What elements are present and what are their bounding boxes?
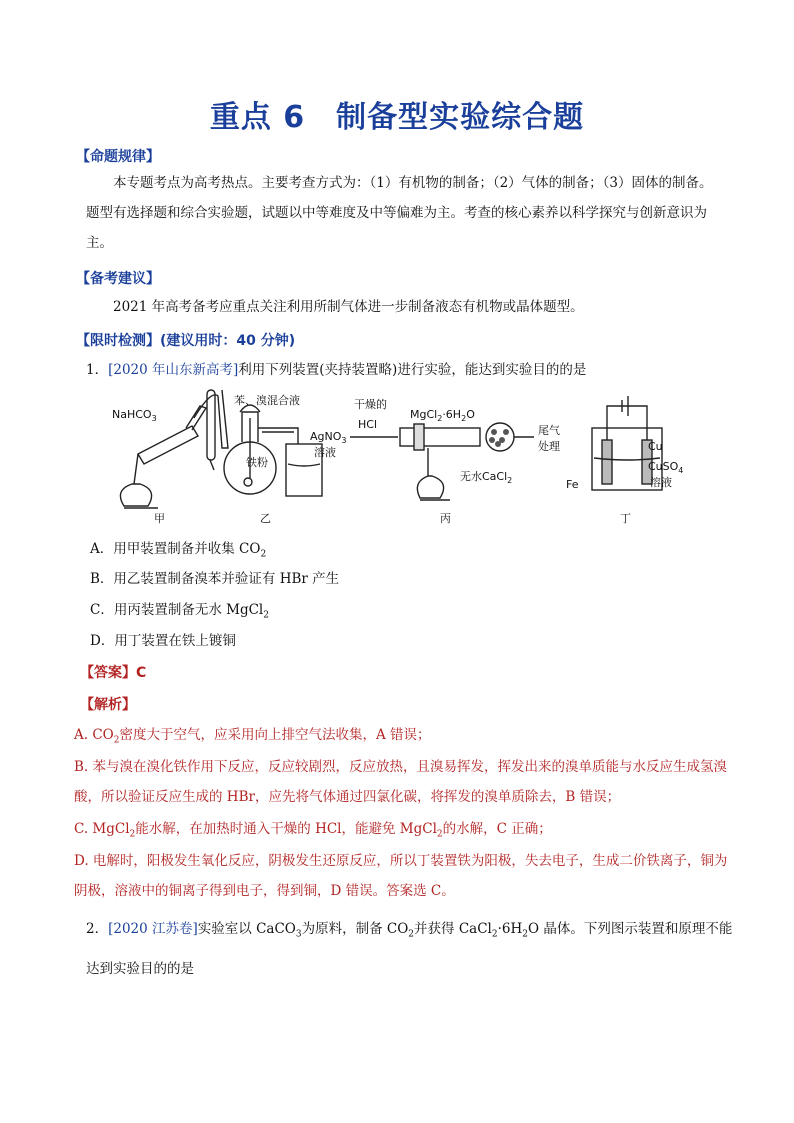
option-c: C．用丙装置制备无水 MgCl$_2$ bbox=[90, 602, 269, 621]
analysis-a: A. $CO_2$密度大于空气，应采用向上排空气法收集，A 错误； bbox=[74, 727, 431, 746]
option-b: B．用乙装置制备溴苯并验证有 HBr 产生 bbox=[90, 571, 340, 587]
advice-heading: 【备考建议】 bbox=[76, 271, 160, 287]
question-number: 1． bbox=[86, 362, 109, 378]
rule-heading: 【命题规律】 bbox=[76, 149, 160, 165]
fig-treatment: 处理 bbox=[538, 440, 560, 453]
fig-cuso4: CuSO$_4$ bbox=[648, 460, 684, 475]
answer-label: 【答案】C bbox=[80, 665, 147, 681]
fig-label-bing: 丙 bbox=[440, 512, 451, 525]
fig-mgcl2: $MgCl_2\cdot 6H_2O$ bbox=[410, 408, 475, 423]
fig-agno3-solution: 溶液 bbox=[314, 446, 336, 459]
fig-agno3: AgNO$_3$ bbox=[310, 430, 347, 445]
fig-fe: Fe bbox=[566, 478, 579, 491]
analysis-heading: 【解析】 bbox=[80, 697, 136, 713]
question-source: [2020 年山东新高考] bbox=[108, 362, 239, 378]
apparatus-figure bbox=[110, 388, 700, 528]
fig-label-jia: 甲 bbox=[154, 512, 165, 525]
option-d: D．用丁装置在铁上镀铜 bbox=[90, 633, 236, 649]
test-heading: 【限时检测】(建议用时：40 分钟) bbox=[76, 333, 296, 349]
fig-label-yi: 乙 bbox=[260, 512, 271, 525]
rule-paragraph: 本专题考点为高考热点。主要考查方式为：（1）有机物的制备；（2）气体的制备；（3）固体的制备。题型有选择题和综合实验题，试题以中等难度及中等偏难为主。考查的核心素养以科学探究与创新意识为主。 bbox=[86, 175, 713, 251]
fig-iron-powder: 铁粉 bbox=[246, 456, 268, 469]
fig-label-ding: 丁 bbox=[620, 512, 631, 525]
fig-cacl2: 无水CaCl$_2$ bbox=[460, 470, 513, 485]
fig-dry: 干燥的 bbox=[354, 398, 387, 411]
question-1-stem bbox=[86, 355, 736, 385]
fig-nahco3: NaHCO$_3$ bbox=[112, 408, 157, 423]
advice-paragraph: 2021 年高考备考应重点关注利用所制气体进一步制备液态有机物或晶体题型。 bbox=[113, 299, 584, 315]
fig-hcl: HCl bbox=[358, 418, 378, 431]
analysis-c: C. MgCl$_2$能水解，在加热时通入干燥的 HCl，能避免 MgCl$_2$的水解，C 正确； bbox=[74, 821, 552, 840]
fig-cuso4-solution: 溶液 bbox=[650, 476, 672, 489]
option-a: A．用甲装置制备并收集 $CO_2$ bbox=[90, 541, 267, 560]
question-2-stem: 2．[2020 江苏卷]实验室以 CaCO$_3$为原料，制备 $CO_2$并获得 $CaCl_2\cdot 6H_2O$ 晶体。下列图示装置和原理不能达到实验目的的是 bbox=[86, 921, 733, 977]
fig-benzene-bromine: 苯、溴混合液 bbox=[234, 394, 300, 407]
fig-tail-gas: 尾气 bbox=[538, 424, 560, 437]
analysis-d: D. 电解时，阳极发生氧化反应，阴极发生还原反应，所以丁装置铁为阳极，失去电子，生成二价铁离子，铜为阴极，溶液中的铜离子得到电子，得到铜，D 错误。答案选 C。 bbox=[74, 853, 728, 899]
page-title: 重点 6 制备型实验综合题 bbox=[209, 100, 585, 135]
question-text: 利用下列装置(夹持装置略)进行实验，能达到实验目的的是 bbox=[238, 362, 587, 378]
fig-cu: Cu bbox=[648, 440, 663, 453]
analysis-b: B. 苯与溴在溴化铁作用下反应，反应较剧烈，反应放热，且溴易挥发，挥发出来的溴单质能与水反应生成氢溴酸，所以验证反应生成的 HBr，应先将气体通过四氯化碳，将挥发的溴单质除去，B 错误； bbox=[74, 759, 728, 805]
